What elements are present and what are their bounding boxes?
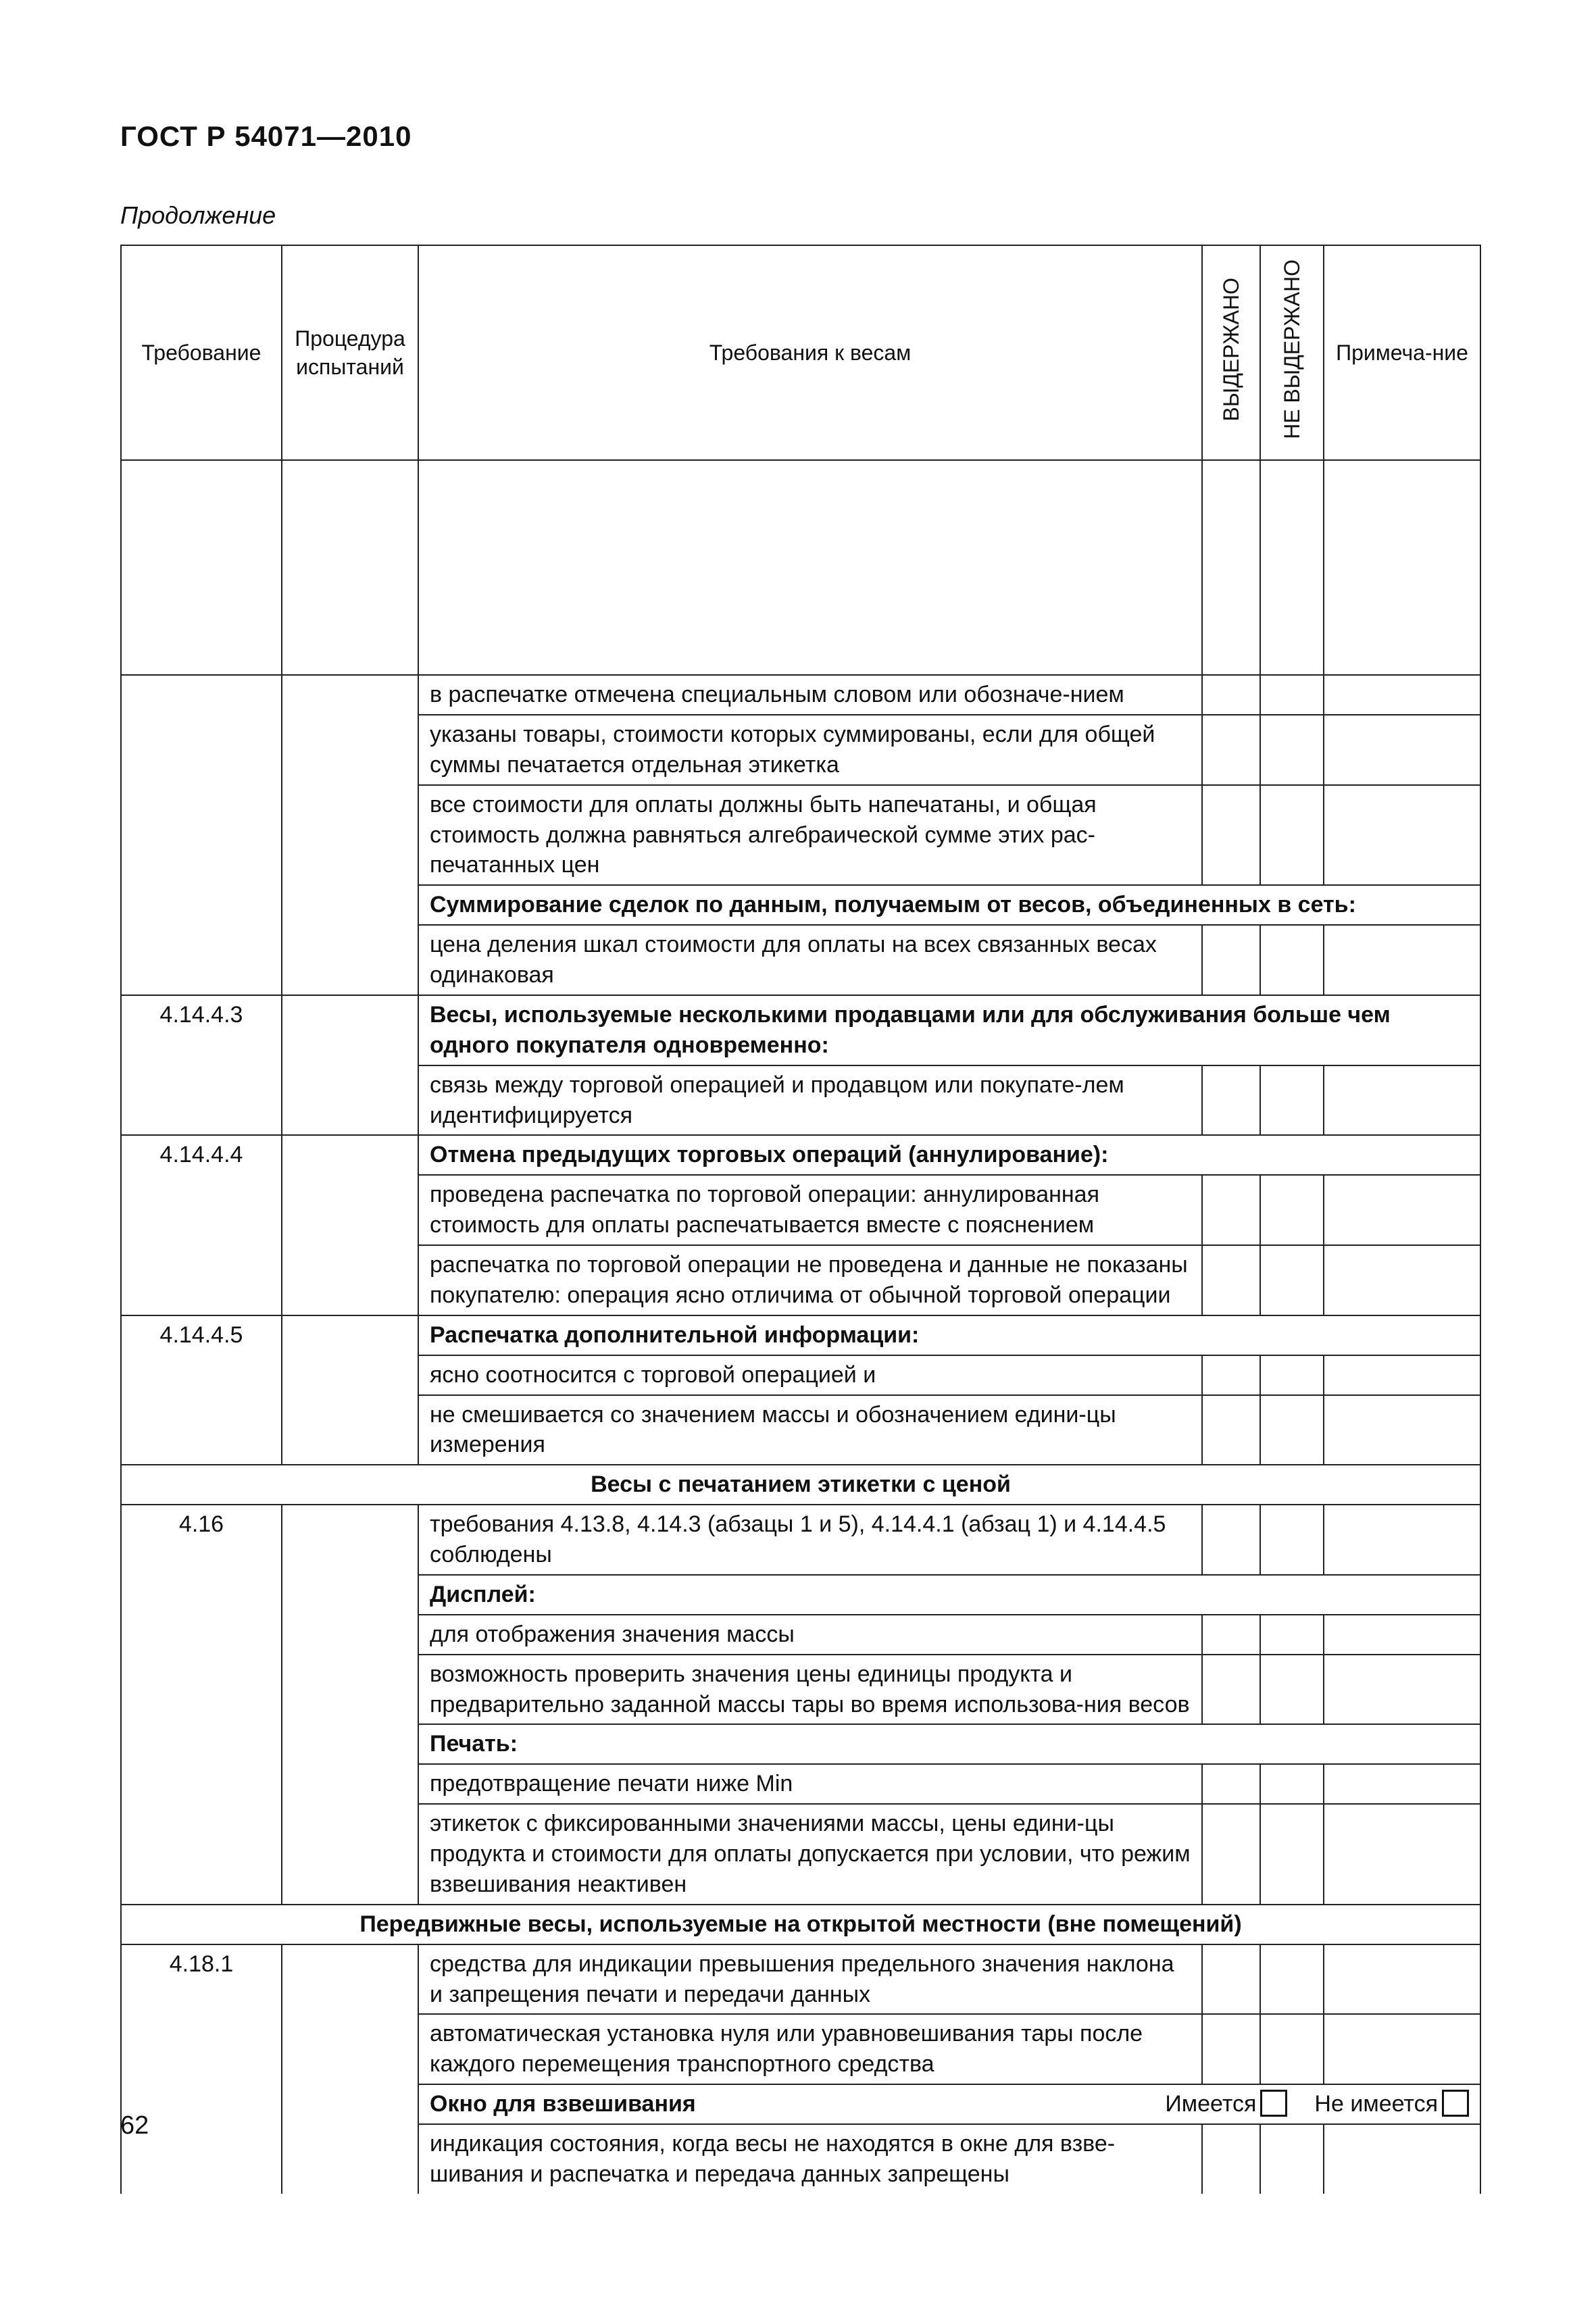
failed-cell[interactable] [1260, 1944, 1324, 2015]
procedure-cell [282, 1315, 418, 1355]
failed-label: НЕ ВЫДЕРЖАНО [1279, 259, 1304, 439]
procedure-cell [282, 885, 418, 925]
requirement-clause: 4.14.4.5 [121, 1315, 282, 1355]
subheading: Дисплей: [418, 1575, 1480, 1615]
requirement-text: автоматическая установка нуля или уравновешивания тары после каждого перемещения транспортного средства [418, 2014, 1202, 2084]
col-header-notes: Примеча-ние [1324, 245, 1480, 460]
table-row [121, 1245, 1480, 1315]
notes-cell[interactable] [1324, 1615, 1480, 1655]
table-row [121, 675, 1480, 715]
requirement-cell [121, 715, 282, 785]
procedure-cell [282, 1505, 418, 1575]
table-row [121, 2084, 1480, 2124]
table-row [121, 1065, 1480, 1136]
requirement-text: в распечатке отмечена специальным словом или обозначе-нием [418, 675, 1202, 715]
requirement-text: для отображения значения массы [418, 1615, 1202, 1655]
table-row [121, 785, 1480, 886]
requirement-clause: 4.14.4.3 [121, 995, 282, 1065]
section-row [121, 1905, 1480, 1944]
procedure-cell [282, 995, 418, 1065]
requirement-text: средства для индикации превышения предельного значения наклона и запрещения печати и передачи данных [418, 1944, 1202, 2015]
requirement-cell [121, 1615, 282, 1655]
table-row [121, 1135, 1480, 1175]
failed-cell[interactable] [1260, 925, 1324, 995]
procedure-cell [282, 1944, 418, 2015]
requirement-text: распечатка по торговой операции не проведена и данные не показаны покупателю: операция ясно отличима от обычной торговой операции [418, 1245, 1202, 1315]
notes-cell[interactable] [1324, 785, 1480, 886]
requirement-cell [121, 1245, 282, 1315]
passed-label: ВЫДЕРЖАНО [1218, 277, 1243, 422]
subheading: Весы, используемые несколькими продавцами или для обслуживания больше чем одного покупателя одновременно: [418, 995, 1480, 1065]
requirement-text: указаны товары, стоимости которых суммированы, если для общей суммы печатается отдельная этикетка [418, 715, 1202, 785]
table-row [121, 1764, 1480, 1804]
failed-cell[interactable] [1260, 1245, 1324, 1315]
requirement-cell [121, 1575, 282, 1615]
requirement-text: не смешивается со значением массы и обозначением едини-цы измерения [418, 1395, 1202, 1465]
table-header-row [121, 245, 1480, 460]
table-row [121, 1804, 1480, 1905]
passed-cell[interactable] [1202, 1804, 1260, 1905]
subheading: Печать: [418, 1724, 1480, 1764]
notes-cell[interactable] [1324, 1655, 1480, 1725]
requirement-cell [121, 1065, 282, 1136]
col-header-passed [1202, 245, 1260, 460]
notes-cell[interactable] [1324, 1764, 1480, 1804]
col-header-requirement: Требование [121, 245, 282, 460]
requirement-text: предотвращение печати ниже Min [418, 1764, 1202, 1804]
table-row [121, 1724, 1480, 1764]
passed-cell[interactable] [1202, 1944, 1260, 2015]
failed-cell[interactable] [1260, 1175, 1324, 1245]
subheading: Отмена предыдущих торговых операций (аннулирование): [418, 1135, 1480, 1175]
table-row [121, 2124, 1480, 2194]
requirement-cell [121, 2014, 282, 2084]
failed-cell[interactable] [1260, 2124, 1324, 2194]
passed-cell[interactable] [1202, 1395, 1260, 1465]
window-present-label: Имеется [1165, 2091, 1257, 2117]
standard-designation: ГОСТ Р 54071—2010 [120, 120, 412, 152]
notes-cell[interactable] [1324, 1944, 1480, 2015]
table-row [121, 715, 1480, 785]
procedure-cell [282, 1245, 418, 1315]
passed-cell[interactable] [1202, 1355, 1260, 1395]
notes-cell[interactable] [1324, 1804, 1480, 1905]
section-heading: Весы с печатанием этикетки с ценой [121, 1465, 1480, 1505]
requirement-clause: 4.16 [121, 1505, 282, 1575]
passed-cell[interactable] [1202, 715, 1260, 785]
section-row [121, 1465, 1480, 1505]
procedure-cell [282, 1135, 418, 1175]
window-absent-checkbox[interactable] [1442, 2090, 1469, 2117]
procedure-cell [282, 1355, 418, 1395]
procedure-cell [282, 785, 418, 886]
passed-cell[interactable] [1202, 785, 1260, 886]
passed-cell[interactable] [1202, 675, 1260, 715]
procedure-cell [282, 715, 418, 785]
table-row [121, 1575, 1480, 1615]
passed-cell[interactable] [1202, 1245, 1260, 1315]
table-row [121, 1615, 1480, 1655]
failed-cell[interactable] [1260, 1655, 1324, 1725]
requirement-cell [121, 1804, 282, 1905]
procedure-cell [282, 1575, 418, 1615]
requirement-text: связь между торговой операцией и продавцом или покупате-лем идентифицируется [418, 1065, 1202, 1136]
requirement-cell [121, 785, 282, 886]
table-row [121, 1944, 1480, 2015]
table-row [121, 885, 1480, 925]
requirement-text: требования 4.13.8, 4.14.3 (абзацы 1 и 5), 4.14.4.1 (абзац 1) и 4.14.4.5 соблюдены [418, 1505, 1202, 1575]
table-row [121, 1395, 1480, 1465]
passed-cell[interactable] [1202, 1764, 1260, 1804]
subheading: Суммирование сделок по данным, получаемым от весов, объединенных в сеть: [418, 885, 1480, 925]
subheading: Распечатка дополнительной информации: [418, 1315, 1480, 1355]
passed-cell[interactable] [1202, 1065, 1260, 1136]
requirement-cell [121, 1395, 282, 1465]
failed-cell[interactable] [1260, 1505, 1324, 1575]
col-header-failed [1260, 245, 1324, 460]
procedure-cell [282, 1804, 418, 1905]
window-absent-label: Не имеется [1314, 2091, 1438, 2117]
weighing-window-heading: Окно для взвешивания [430, 2091, 696, 2117]
passed-cell[interactable] [1202, 1615, 1260, 1655]
passed-cell[interactable] [1202, 1655, 1260, 1725]
procedure-cell [282, 1724, 418, 1764]
failed-cell[interactable] [1260, 1615, 1324, 1655]
notes-cell[interactable] [1324, 715, 1480, 785]
section-heading: Передвижные весы, используемые на открытой местности (вне помещений) [121, 1905, 1480, 1944]
col-header-procedure: Процедура испытаний [282, 245, 418, 460]
requirement-cell [121, 1724, 282, 1764]
passed-cell[interactable] [1202, 925, 1260, 995]
procedure-cell [282, 1065, 418, 1136]
page-number: 62 [120, 2111, 149, 2140]
procedure-cell [282, 1175, 418, 1245]
requirement-text: индикация состояния, когда весы не находятся в окне для взве-шивания и распечатка и передача данных запрещены [418, 2124, 1202, 2194]
passed-cell[interactable] [1202, 1175, 1260, 1245]
failed-cell[interactable] [1260, 715, 1324, 785]
notes-cell[interactable] [1324, 1175, 1480, 1245]
header-separator [121, 460, 1480, 675]
failed-cell[interactable] [1260, 1355, 1324, 1395]
passed-cell[interactable] [1202, 2014, 1260, 2084]
table-row [121, 1655, 1480, 1725]
passed-cell[interactable] [1202, 1505, 1260, 1575]
requirement-cell [121, 925, 282, 995]
requirement-clause: 4.18.1 [121, 1944, 282, 2015]
requirements-table [120, 245, 1481, 2194]
notes-cell[interactable] [1324, 1395, 1480, 1465]
procedure-cell [282, 1395, 418, 1465]
procedure-cell [282, 1655, 418, 1725]
notes-cell[interactable] [1324, 1245, 1480, 1315]
requirement-cell [121, 1355, 282, 1395]
notes-cell[interactable] [1324, 1065, 1480, 1136]
requirement-cell [121, 1764, 282, 1804]
window-present-checkbox[interactable] [1260, 2090, 1287, 2117]
table-row [121, 995, 1480, 1065]
notes-cell[interactable] [1324, 675, 1480, 715]
table-row [121, 925, 1480, 995]
requirement-text: цена деления шкал стоимости для оплаты на всех связанных весах одинаковая [418, 925, 1202, 995]
table-row [121, 1505, 1480, 1575]
requirement-cell [121, 1655, 282, 1725]
requirement-text: возможность проверить значения цены единицы продукта и предварительно заданной массы тары во время использова-ния весов [418, 1655, 1202, 1725]
procedure-cell [282, 2014, 418, 2084]
continuation-label: Продолжение [120, 201, 276, 229]
requirement-cell [121, 885, 282, 925]
procedure-cell [282, 2124, 418, 2194]
failed-cell[interactable] [1260, 2014, 1324, 2084]
failed-cell[interactable] [1260, 785, 1324, 886]
procedure-cell [282, 2084, 418, 2124]
requirement-cell [121, 675, 282, 715]
procedure-cell [282, 675, 418, 715]
failed-cell[interactable] [1260, 1395, 1324, 1465]
requirement-cell [121, 1175, 282, 1245]
failed-cell[interactable] [1260, 675, 1324, 715]
notes-cell[interactable] [1324, 925, 1480, 995]
requirement-text: все стоимости для оплаты должны быть напечатаны, и общая стоимость должна равняться алгебраической сумме этих рас-печатанных цен [418, 785, 1202, 886]
table-row [121, 1175, 1480, 1245]
notes-cell[interactable] [1324, 1355, 1480, 1395]
failed-cell[interactable] [1260, 1764, 1324, 1804]
procedure-cell [282, 925, 418, 995]
requirement-text: этикеток с фиксированными значениями массы, цены едини-цы продукта и стоимости для оплаты допускается при условии, что режим взвешивания неактивен [418, 1804, 1202, 1905]
requirement-clause: 4.14.4.4 [121, 1135, 282, 1175]
table-row [121, 1315, 1480, 1355]
requirement-text: проведена распечатка по торговой операции: аннулированная стоимость для оплаты распечатывается вместе с пояснением [418, 1175, 1202, 1245]
passed-cell[interactable] [1202, 2124, 1260, 2194]
procedure-cell [282, 1764, 418, 1804]
failed-cell[interactable] [1260, 1065, 1324, 1136]
col-header-scale-requirements: Требования к весам [418, 245, 1202, 460]
table-row [121, 2014, 1480, 2084]
notes-cell[interactable] [1324, 2014, 1480, 2084]
requirement-text: ясно соотносится с торговой операцией и [418, 1355, 1202, 1395]
notes-cell[interactable] [1324, 2124, 1480, 2194]
procedure-cell [282, 1615, 418, 1655]
weighing-window-row [418, 2084, 1480, 2124]
notes-cell[interactable] [1324, 1505, 1480, 1575]
table-row [121, 1355, 1480, 1395]
failed-cell[interactable] [1260, 1804, 1324, 1905]
